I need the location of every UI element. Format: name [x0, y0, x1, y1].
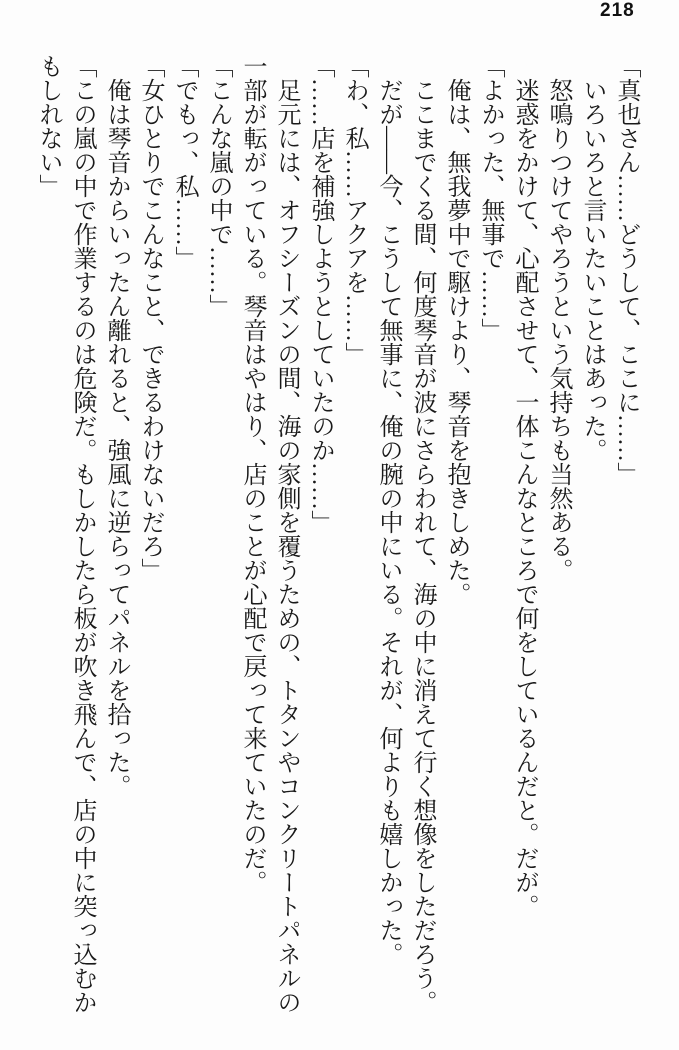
page-number: 218: [600, 0, 635, 21]
dialogue-line: 「この嵐の中で作業するのは危険だ。もしかしたら板が吹き飛んで、店の中に突っ込むかもしれない」: [35, 54, 95, 1014]
dialogue-line: 「女ひとりでこんなこと、できるわけないだろ」: [137, 54, 163, 582]
narration-line: いろいろと言いたいことはあった。: [579, 78, 605, 462]
dialogue-line: 「でもっ、私……」: [171, 54, 197, 270]
narration-line: 俺は、無我夢中で駆けより、琴音を抱きしめた。: [443, 78, 469, 606]
page-text: [31, 54, 643, 1026]
dialogue-line: 「真也さん……どうして、ここに……」: [613, 54, 639, 486]
dialogue-line: 「……店を補強しようとしていたのか……」: [307, 54, 333, 534]
narration-line: 迷惑をかけて、心配させて、一体こんなところで何をしているんだと。だが。: [511, 78, 537, 918]
narration-line: ここまでくる間、何度琴音が波にさらわれて、海の中に消えて行く想像をしただろう。: [409, 78, 435, 1014]
dialogue-line: 「こんな嵐の中で……」: [205, 54, 231, 318]
narration-line: だが――今、こうして無事に、俺の腕の中にいる。それが、何よりも嬉しかった。: [375, 78, 401, 966]
dialogue-line: 「よかった、無事で……」: [477, 54, 503, 342]
narration-line: 俺は琴音からいったん離れると、強風に逆らってパネルを拾った。: [103, 78, 129, 798]
dialogue-line: 「わ、私……アクアを……」: [341, 54, 367, 366]
narration-line: 足元には、オフシーズンの間、海の家側を覆うための、トタンやコンクリートパネルの一部が転がっている。琴音はやはり、店のことが心配で戻って来ていたのだ。: [239, 54, 299, 1014]
narration-line: 怒鳴りつけてやろうという気持ちも当然ある。: [545, 78, 571, 582]
